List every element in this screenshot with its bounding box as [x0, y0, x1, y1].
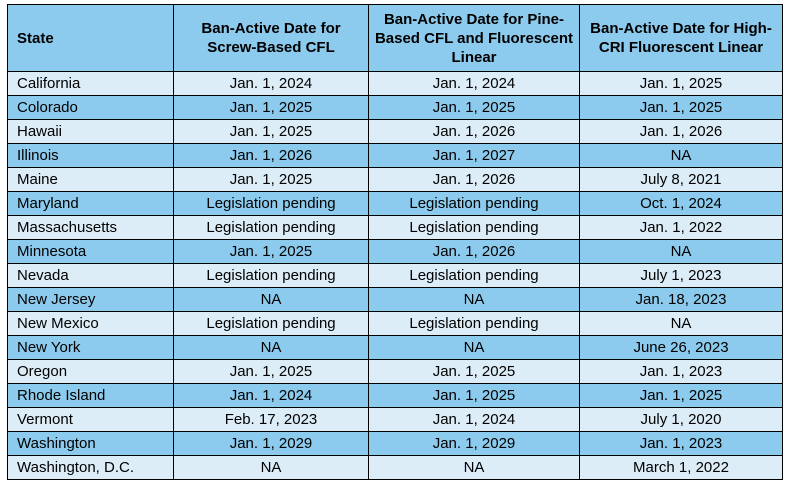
pine-cfl-linear-date: NA	[369, 288, 580, 312]
state-cell: New Jersey	[8, 288, 174, 312]
screw-cfl-date: Jan. 1, 2025	[174, 120, 369, 144]
table-row	[8, 216, 783, 240]
high-cri-linear-date: June 26, 2023	[580, 336, 783, 360]
table-row	[8, 312, 783, 336]
high-cri-linear-date: Jan. 1, 2023	[580, 432, 783, 456]
state-cell: Maine	[8, 168, 174, 192]
screw-cfl-date: Legislation pending	[174, 216, 369, 240]
state-cell: Oregon	[8, 360, 174, 384]
screw-cfl-date: NA	[174, 336, 369, 360]
table-row	[8, 144, 783, 168]
screw-cfl-date: Legislation pending	[174, 264, 369, 288]
high-cri-linear-date: July 8, 2021	[580, 168, 783, 192]
pine-cfl-linear-date: Legislation pending	[369, 216, 580, 240]
state-cell: Illinois	[8, 144, 174, 168]
high-cri-linear-date: July 1, 2020	[580, 408, 783, 432]
screw-cfl-date: Jan. 1, 2025	[174, 168, 369, 192]
high-cri-linear-date: Jan. 1, 2025	[580, 96, 783, 120]
pine-cfl-linear-date: Jan. 1, 2024	[369, 72, 580, 96]
pine-cfl-linear-date: Jan. 1, 2026	[369, 168, 580, 192]
header-screw-based-cfl: Ban-Active Date for Screw-Based CFL	[174, 5, 369, 72]
high-cri-linear-date: Oct. 1, 2024	[580, 192, 783, 216]
state-cell: Rhode Island	[8, 384, 174, 408]
table-row	[8, 432, 783, 456]
ban-dates-table	[7, 4, 783, 480]
screw-cfl-date: Feb. 17, 2023	[174, 408, 369, 432]
table-row	[8, 72, 783, 96]
state-cell: Nevada	[8, 264, 174, 288]
pine-cfl-linear-date: Jan. 1, 2029	[369, 432, 580, 456]
pine-cfl-linear-date: Jan. 1, 2026	[369, 240, 580, 264]
screw-cfl-date: Jan. 1, 2024	[174, 72, 369, 96]
high-cri-linear-date: Jan. 18, 2023	[580, 288, 783, 312]
high-cri-linear-date: NA	[580, 312, 783, 336]
high-cri-linear-date: March 1, 2022	[580, 456, 783, 480]
table-row	[8, 264, 783, 288]
screw-cfl-date: Jan. 1, 2025	[174, 96, 369, 120]
screw-cfl-date: Jan. 1, 2025	[174, 240, 369, 264]
screw-cfl-date: NA	[174, 288, 369, 312]
screw-cfl-date: Jan. 1, 2024	[174, 384, 369, 408]
pine-cfl-linear-date: Legislation pending	[369, 312, 580, 336]
pine-cfl-linear-date: Jan. 1, 2024	[369, 408, 580, 432]
pine-cfl-linear-date: Jan. 1, 2027	[369, 144, 580, 168]
state-cell: California	[8, 72, 174, 96]
pine-cfl-linear-date: Jan. 1, 2025	[369, 96, 580, 120]
state-cell: Colorado	[8, 96, 174, 120]
table-row	[8, 120, 783, 144]
high-cri-linear-date: NA	[580, 240, 783, 264]
state-cell: New York	[8, 336, 174, 360]
table-body	[8, 72, 783, 480]
high-cri-linear-date: Jan. 1, 2022	[580, 216, 783, 240]
header-state: State	[8, 5, 174, 72]
screw-cfl-date: Legislation pending	[174, 312, 369, 336]
pine-cfl-linear-date: Legislation pending	[369, 264, 580, 288]
state-cell: Washington	[8, 432, 174, 456]
high-cri-linear-date: Jan. 1, 2025	[580, 384, 783, 408]
table-row	[8, 192, 783, 216]
table-row	[8, 336, 783, 360]
screw-cfl-date: Jan. 1, 2026	[174, 144, 369, 168]
high-cri-linear-date: Jan. 1, 2023	[580, 360, 783, 384]
table-row	[8, 360, 783, 384]
state-cell: Washington, D.C.	[8, 456, 174, 480]
state-cell: Minnesota	[8, 240, 174, 264]
pine-cfl-linear-date: NA	[369, 336, 580, 360]
table-row	[8, 456, 783, 480]
screw-cfl-date: NA	[174, 456, 369, 480]
table-row	[8, 96, 783, 120]
screw-cfl-date: Jan. 1, 2029	[174, 432, 369, 456]
table-row	[8, 288, 783, 312]
state-cell: New Mexico	[8, 312, 174, 336]
pine-cfl-linear-date: NA	[369, 456, 580, 480]
pine-cfl-linear-date: Legislation pending	[369, 192, 580, 216]
state-cell: Vermont	[8, 408, 174, 432]
header-high-cri-linear: Ban-Active Date for High-CRI Fluorescent Linear	[580, 5, 783, 72]
screw-cfl-date: Legislation pending	[174, 192, 369, 216]
screw-cfl-date: Jan. 1, 2025	[174, 360, 369, 384]
table-header	[8, 5, 783, 72]
high-cri-linear-date: Jan. 1, 2025	[580, 72, 783, 96]
high-cri-linear-date: NA	[580, 144, 783, 168]
table-row	[8, 240, 783, 264]
table-row	[8, 384, 783, 408]
high-cri-linear-date: Jan. 1, 2026	[580, 120, 783, 144]
state-cell: Massachusetts	[8, 216, 174, 240]
table-row	[8, 168, 783, 192]
state-cell: Maryland	[8, 192, 174, 216]
state-cell: Hawaii	[8, 120, 174, 144]
table-row	[8, 408, 783, 432]
header-pine-based-cfl-linear: Ban-Active Date for Pine-Based CFL and Fluorescent Linear	[369, 5, 580, 72]
high-cri-linear-date: July 1, 2023	[580, 264, 783, 288]
pine-cfl-linear-date: Jan. 1, 2025	[369, 360, 580, 384]
pine-cfl-linear-date: Jan. 1, 2026	[369, 120, 580, 144]
pine-cfl-linear-date: Jan. 1, 2025	[369, 384, 580, 408]
header-row	[8, 5, 783, 72]
